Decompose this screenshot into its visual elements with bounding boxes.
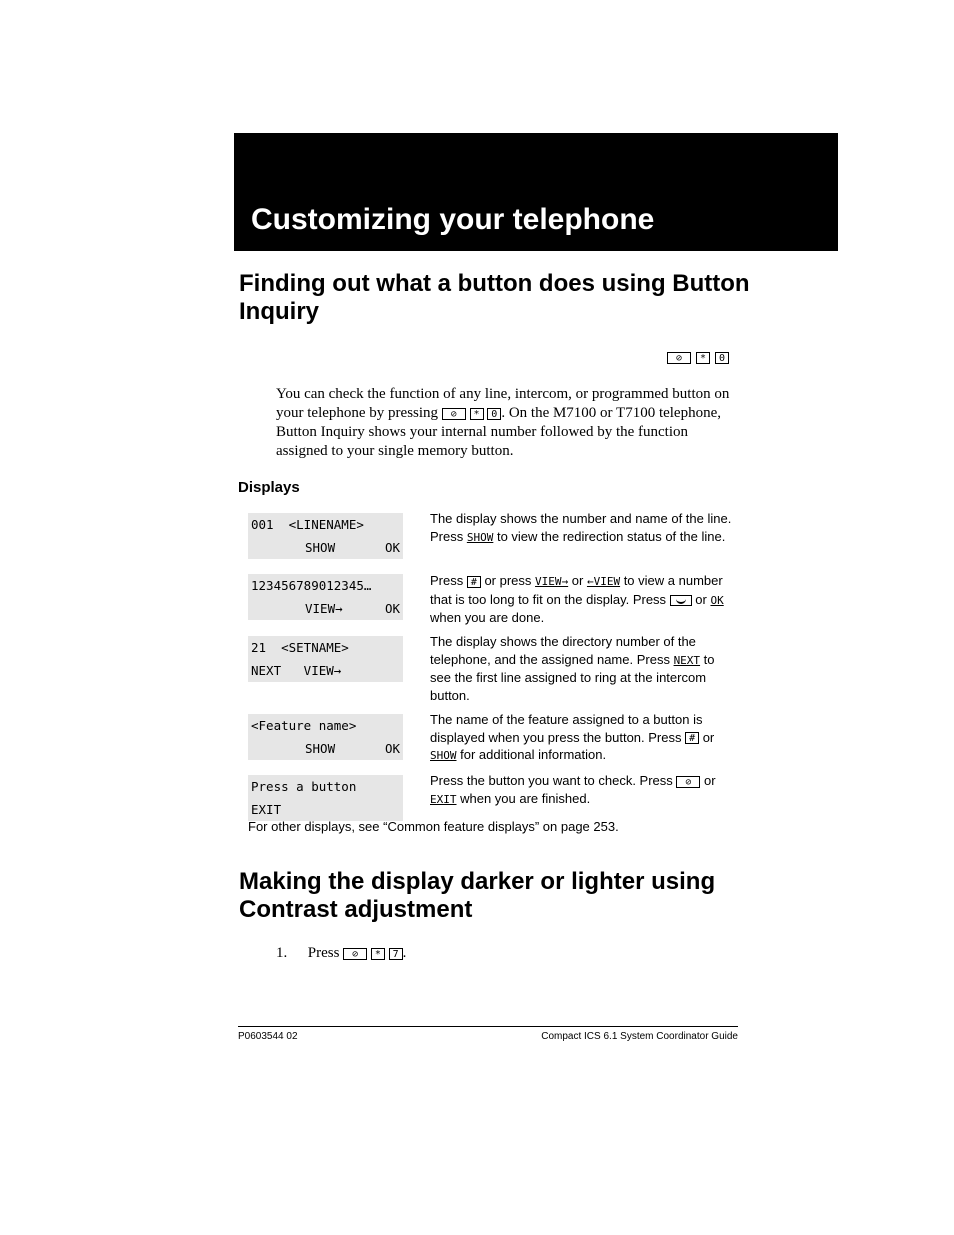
digit-key-icon: 7 bbox=[389, 948, 403, 960]
desc-text: or bbox=[699, 729, 715, 745]
lcd-line-1: 21 <SETNAME> bbox=[251, 640, 349, 655]
section-heading-button-inquiry: Finding out what a button does using Button Inquiry bbox=[239, 270, 750, 325]
display-description bbox=[430, 510, 736, 546]
lcd-softkey: OK bbox=[384, 601, 400, 616]
feature-key-sequence bbox=[667, 350, 729, 366]
softkey-ref: ←VIEW bbox=[586, 575, 621, 588]
feature-key-icon: ⊘ bbox=[676, 776, 700, 788]
button-inquiry-description bbox=[276, 385, 738, 461]
feature-key-icon: ⊘ bbox=[667, 352, 691, 364]
star-key-icon: * bbox=[696, 352, 710, 364]
desc-text: The name of the feature assigned to a button is displayed when you press the button. Press bbox=[430, 712, 703, 745]
desc-text: or bbox=[568, 573, 587, 588]
lcd-line-1: Press a button bbox=[251, 779, 357, 794]
section-heading-contrast-adjustment: Making the display darker or lighter using Contrast adjustment bbox=[239, 868, 716, 923]
step-end: . bbox=[402, 945, 407, 961]
release-handset-icon bbox=[670, 595, 692, 606]
desc-text: for additional information. bbox=[456, 747, 607, 762]
step-1 bbox=[276, 945, 406, 962]
desc-text: Press bbox=[430, 573, 467, 588]
display-description bbox=[430, 633, 736, 704]
lcd-line-2: EXIT bbox=[251, 802, 282, 817]
step-number: 1. bbox=[276, 945, 288, 961]
pound-key-icon: # bbox=[467, 576, 481, 588]
displays-heading: Displays bbox=[238, 479, 300, 496]
star-key-icon: * bbox=[470, 408, 484, 420]
lcd-display bbox=[248, 714, 403, 760]
lcd-softkey: OK bbox=[384, 540, 400, 555]
softkey-ref: VIEW→ bbox=[535, 575, 569, 588]
desc-text: to see the first line assigned to ring at the intercom button. bbox=[430, 651, 715, 703]
softkey-ref: SHOW bbox=[466, 530, 494, 544]
desc-text: or bbox=[700, 773, 716, 788]
star-key-icon: * bbox=[371, 948, 385, 960]
lcd-softkey: OK bbox=[384, 741, 400, 756]
lcd-display bbox=[248, 636, 403, 682]
digit-key-icon: 0 bbox=[715, 352, 729, 364]
step-text: Press bbox=[307, 945, 340, 961]
softkey-ref: NEXT bbox=[673, 653, 701, 667]
displays-footnote: For other displays, see “Common feature displays” on page 253. bbox=[248, 819, 619, 834]
guide-title: Compact ICS 6.1 System Coordinator Guide bbox=[541, 1031, 738, 1042]
lcd-display bbox=[248, 574, 403, 620]
desc-text: when you are finished. bbox=[456, 790, 591, 806]
lcd-line-1: <Feature name> bbox=[251, 718, 357, 733]
desc-text: or press bbox=[480, 573, 536, 588]
desc-text: The display shows the directory number of the telephone, and the assigned name. Press bbox=[430, 634, 696, 667]
lcd-softkey: SHOW bbox=[305, 741, 336, 756]
chapter-title: Customizing your telephone bbox=[251, 203, 655, 236]
desc-text: or bbox=[691, 591, 711, 607]
lcd-line-2: NEXT VIEW→ bbox=[251, 663, 342, 678]
feature-key-icon: ⊘ bbox=[343, 948, 367, 960]
body-text-post: . On the M7100 or T7100 telephone, Button Inquiry shows your internal number followed by the function assigned to your single memory button. bbox=[276, 405, 722, 459]
lcd-softkey: VIEW→ bbox=[305, 601, 343, 616]
display-description bbox=[430, 711, 736, 765]
desc-text: to view the redirection status of the line. bbox=[493, 528, 726, 544]
softkey-ref: SHOW bbox=[430, 749, 457, 762]
display-description bbox=[430, 572, 736, 627]
desc-text: Press the button you want to check. Press bbox=[430, 773, 677, 788]
lcd-softkey: SHOW bbox=[305, 540, 336, 555]
desc-text: The display shows the number and name of the line. Press bbox=[430, 511, 732, 544]
lcd-display bbox=[248, 513, 403, 559]
pound-key-icon: # bbox=[685, 732, 699, 744]
lcd-line-1: 123456789012345… bbox=[251, 578, 372, 593]
document-number: P0603544 02 bbox=[238, 1031, 298, 1042]
softkey-ref: EXIT bbox=[430, 792, 457, 806]
desc-text: when you are done. bbox=[430, 610, 545, 625]
footer-rule bbox=[238, 1026, 738, 1027]
desc-text: to view a number that is too long to fit on the display. Press bbox=[430, 573, 723, 607]
lcd-line-1: 001 <LINENAME> bbox=[251, 517, 364, 532]
display-description bbox=[430, 772, 736, 808]
softkey-ref: OK bbox=[710, 593, 724, 607]
chapter-banner bbox=[234, 133, 838, 251]
feature-key-icon: ⊘ bbox=[442, 408, 466, 420]
body-text-pre: You can check the function of any line, intercom, or programmed button on your telephone by pressing bbox=[276, 386, 730, 421]
digit-key-icon: 0 bbox=[487, 408, 501, 420]
lcd-display bbox=[248, 775, 403, 821]
